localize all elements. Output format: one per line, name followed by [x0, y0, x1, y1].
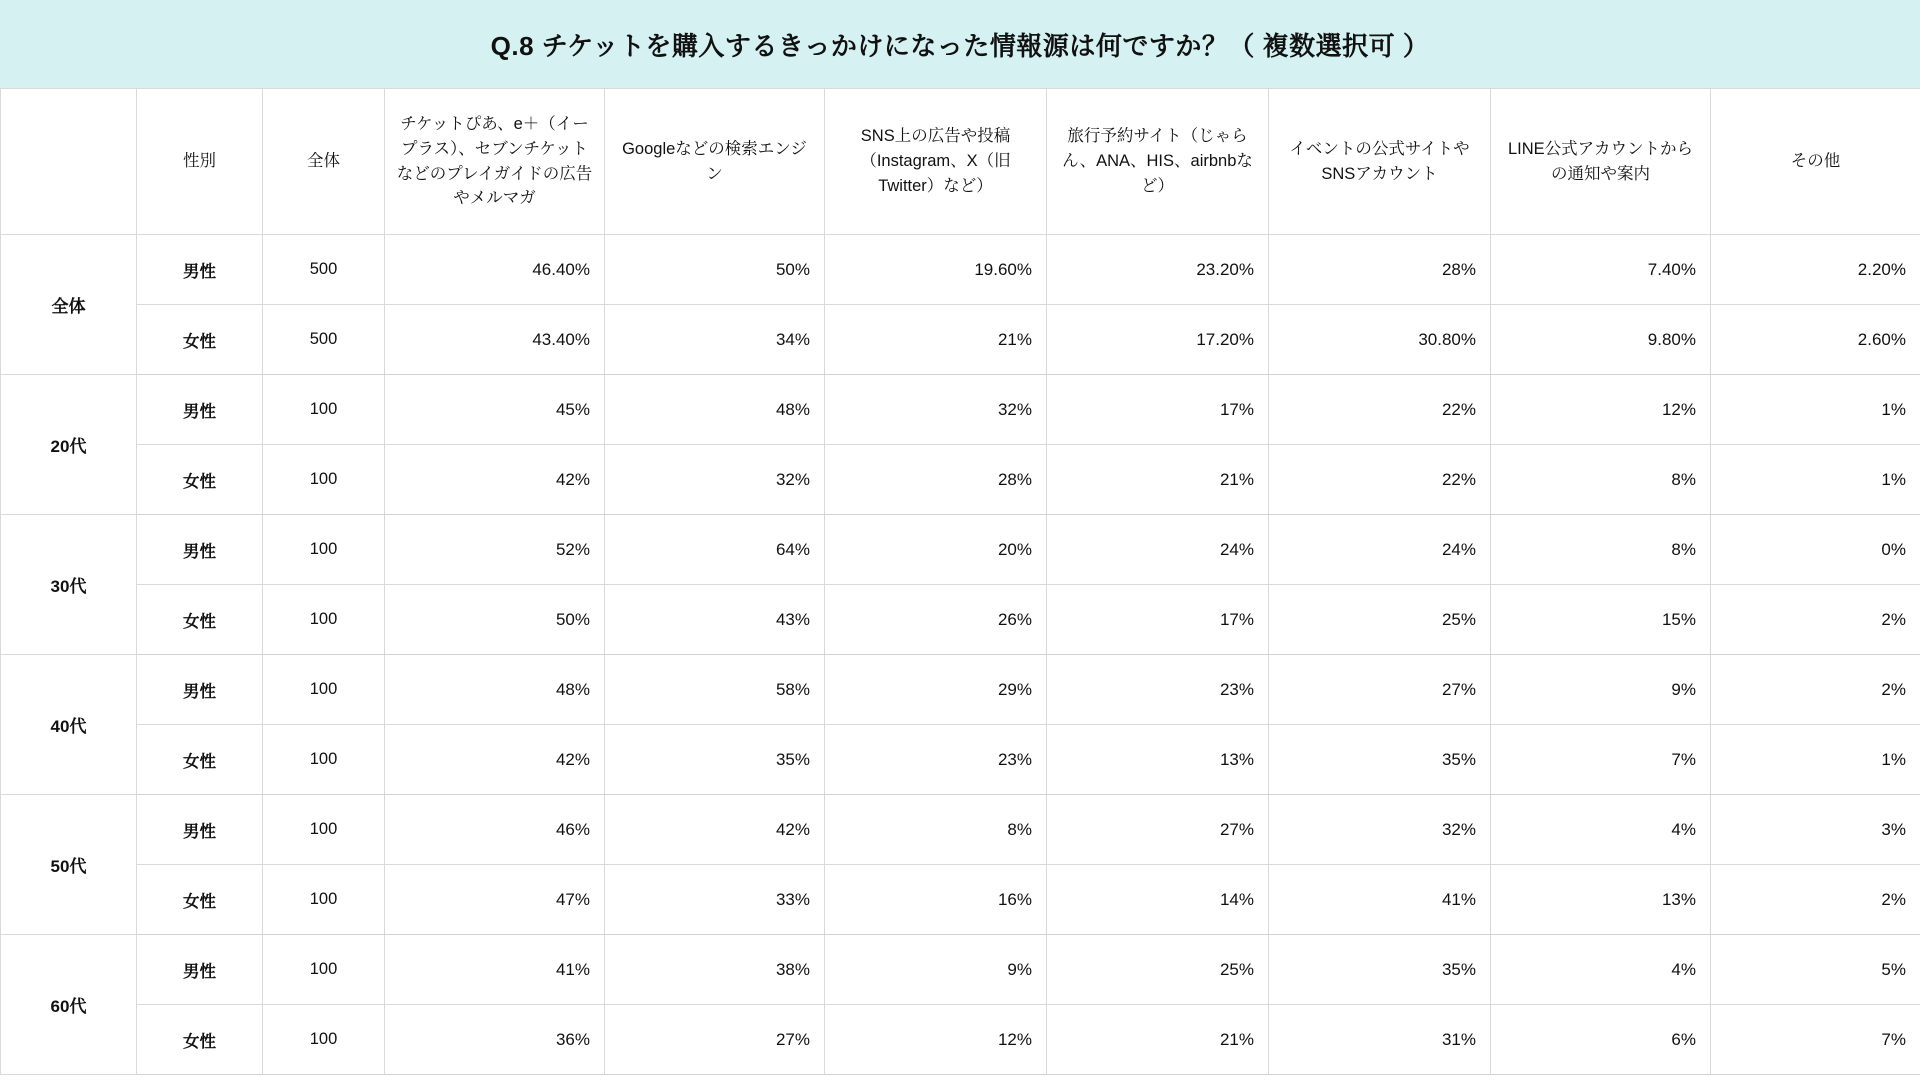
value-cell: 17%	[1047, 375, 1269, 445]
value-cell: 1%	[1711, 375, 1920, 445]
value-cell: 9.80%	[1491, 305, 1711, 375]
value-cell: 58%	[605, 655, 825, 725]
value-cell: 21%	[1047, 445, 1269, 515]
column-header-search-engine: Googleなどの検索エンジン	[605, 89, 825, 235]
age-group-cell: 40代	[1, 655, 137, 795]
table-row	[1, 585, 1920, 655]
value-cell: 35%	[605, 725, 825, 795]
column-header-sns: SNS上の広告や投稿（Instagram、X（旧Twitter）など）	[825, 89, 1047, 235]
value-cell: 64%	[605, 515, 825, 585]
value-cell: 32%	[1269, 795, 1491, 865]
value-cell: 4%	[1491, 795, 1711, 865]
value-cell: 27%	[1047, 795, 1269, 865]
value-cell: 2%	[1711, 655, 1920, 725]
value-cell: 8%	[1491, 445, 1711, 515]
age-group-cell: 50代	[1, 795, 137, 935]
table-row	[1, 515, 1920, 585]
value-cell: 3%	[1711, 795, 1920, 865]
value-cell: 42%	[385, 445, 605, 515]
table-body	[1, 235, 1920, 1075]
total-cell: 100	[263, 725, 385, 795]
value-cell: 33%	[605, 865, 825, 935]
value-cell: 8%	[825, 795, 1047, 865]
total-cell: 100	[263, 795, 385, 865]
value-cell: 14%	[1047, 865, 1269, 935]
value-cell: 30.80%	[1269, 305, 1491, 375]
value-cell: 13%	[1047, 725, 1269, 795]
survey-results-table	[0, 88, 1920, 1075]
value-cell: 25%	[1047, 935, 1269, 1005]
gender-cell: 男性	[137, 235, 263, 305]
total-cell: 100	[263, 1005, 385, 1075]
gender-cell: 男性	[137, 655, 263, 725]
value-cell: 43.40%	[385, 305, 605, 375]
value-cell: 9%	[1491, 655, 1711, 725]
value-cell: 7%	[1491, 725, 1711, 795]
value-cell: 2%	[1711, 585, 1920, 655]
value-cell: 0%	[1711, 515, 1920, 585]
value-cell: 38%	[605, 935, 825, 1005]
value-cell: 32%	[825, 375, 1047, 445]
value-cell: 22%	[1269, 445, 1491, 515]
value-cell: 48%	[605, 375, 825, 445]
gender-cell: 男性	[137, 795, 263, 865]
column-header-line-account: LINE公式アカウントからの通知や案内	[1491, 89, 1711, 235]
total-cell: 100	[263, 585, 385, 655]
value-cell: 2%	[1711, 865, 1920, 935]
value-cell: 50%	[385, 585, 605, 655]
gender-cell: 女性	[137, 725, 263, 795]
value-cell: 46.40%	[385, 235, 605, 305]
gender-cell: 男性	[137, 375, 263, 445]
gender-cell: 女性	[137, 865, 263, 935]
question-title-band	[0, 0, 1920, 88]
value-cell: 23%	[825, 725, 1047, 795]
value-cell: 32%	[605, 445, 825, 515]
table-row	[1, 235, 1920, 305]
total-cell: 100	[263, 865, 385, 935]
column-header-age	[1, 89, 137, 235]
value-cell: 41%	[1269, 865, 1491, 935]
total-cell: 100	[263, 515, 385, 585]
gender-cell: 女性	[137, 305, 263, 375]
column-header-playguide: チケットぴあ、e＋（イープラス）、セブンチケットなどのプレイガイドの広告やメルマガ	[385, 89, 605, 235]
value-cell: 31%	[1269, 1005, 1491, 1075]
gender-cell: 男性	[137, 515, 263, 585]
value-cell: 27%	[1269, 655, 1491, 725]
value-cell: 4%	[1491, 935, 1711, 1005]
value-cell: 42%	[605, 795, 825, 865]
value-cell: 19.60%	[825, 235, 1047, 305]
gender-cell: 女性	[137, 585, 263, 655]
value-cell: 2.60%	[1711, 305, 1920, 375]
age-group-cell: 全体	[1, 235, 137, 375]
value-cell: 28%	[825, 445, 1047, 515]
value-cell: 25%	[1269, 585, 1491, 655]
value-cell: 1%	[1711, 445, 1920, 515]
table-row	[1, 305, 1920, 375]
column-header-total: 全体	[263, 89, 385, 235]
age-group-cell: 60代	[1, 935, 137, 1075]
value-cell: 46%	[385, 795, 605, 865]
value-cell: 34%	[605, 305, 825, 375]
value-cell: 17.20%	[1047, 305, 1269, 375]
value-cell: 2.20%	[1711, 235, 1920, 305]
value-cell: 24%	[1269, 515, 1491, 585]
value-cell: 16%	[825, 865, 1047, 935]
total-cell: 100	[263, 445, 385, 515]
table-row	[1, 655, 1920, 725]
value-cell: 27%	[605, 1005, 825, 1075]
gender-cell: 女性	[137, 445, 263, 515]
total-cell: 100	[263, 935, 385, 1005]
total-cell: 100	[263, 375, 385, 445]
value-cell: 43%	[605, 585, 825, 655]
value-cell: 47%	[385, 865, 605, 935]
value-cell: 15%	[1491, 585, 1711, 655]
column-header-gender: 性別	[137, 89, 263, 235]
value-cell: 23.20%	[1047, 235, 1269, 305]
total-cell: 500	[263, 305, 385, 375]
table-header	[1, 89, 1920, 235]
table-row	[1, 1005, 1920, 1075]
total-cell: 100	[263, 655, 385, 725]
table-row	[1, 725, 1920, 795]
value-cell: 7.40%	[1491, 235, 1711, 305]
value-cell: 13%	[1491, 865, 1711, 935]
value-cell: 52%	[385, 515, 605, 585]
value-cell: 8%	[1491, 515, 1711, 585]
value-cell: 41%	[385, 935, 605, 1005]
value-cell: 36%	[385, 1005, 605, 1075]
value-cell: 12%	[1491, 375, 1711, 445]
age-group-cell: 20代	[1, 375, 137, 515]
value-cell: 20%	[825, 515, 1047, 585]
gender-cell: 女性	[137, 1005, 263, 1075]
value-cell: 23%	[1047, 655, 1269, 725]
value-cell: 42%	[385, 725, 605, 795]
value-cell: 22%	[1269, 375, 1491, 445]
value-cell: 6%	[1491, 1005, 1711, 1075]
value-cell: 24%	[1047, 515, 1269, 585]
column-header-travel-site: 旅行予約サイト（じゃらん、ANA、HIS、airbnbなど）	[1047, 89, 1269, 235]
column-header-official-site: イベントの公式サイトやSNSアカウント	[1269, 89, 1491, 235]
value-cell: 29%	[825, 655, 1047, 725]
value-cell: 35%	[1269, 725, 1491, 795]
value-cell: 17%	[1047, 585, 1269, 655]
value-cell: 50%	[605, 235, 825, 305]
table-row	[1, 935, 1920, 1005]
gender-cell: 男性	[137, 935, 263, 1005]
value-cell: 12%	[825, 1005, 1047, 1075]
total-cell: 500	[263, 235, 385, 305]
value-cell: 45%	[385, 375, 605, 445]
value-cell: 1%	[1711, 725, 1920, 795]
table-header-row	[1, 89, 1920, 235]
age-group-cell: 30代	[1, 515, 137, 655]
value-cell: 26%	[825, 585, 1047, 655]
value-cell: 28%	[1269, 235, 1491, 305]
table-row	[1, 375, 1920, 445]
table-row	[1, 795, 1920, 865]
value-cell: 21%	[825, 305, 1047, 375]
value-cell: 21%	[1047, 1005, 1269, 1075]
value-cell: 35%	[1269, 935, 1491, 1005]
table-row	[1, 445, 1920, 515]
value-cell: 5%	[1711, 935, 1920, 1005]
page-title: Q.8 チケットを購入するきっかけになった情報源は何ですか？（ 複数選択可 ）	[490, 30, 1430, 61]
table-row	[1, 865, 1920, 935]
column-header-other: その他	[1711, 89, 1920, 235]
value-cell: 7%	[1711, 1005, 1920, 1075]
value-cell: 48%	[385, 655, 605, 725]
value-cell: 9%	[825, 935, 1047, 1005]
